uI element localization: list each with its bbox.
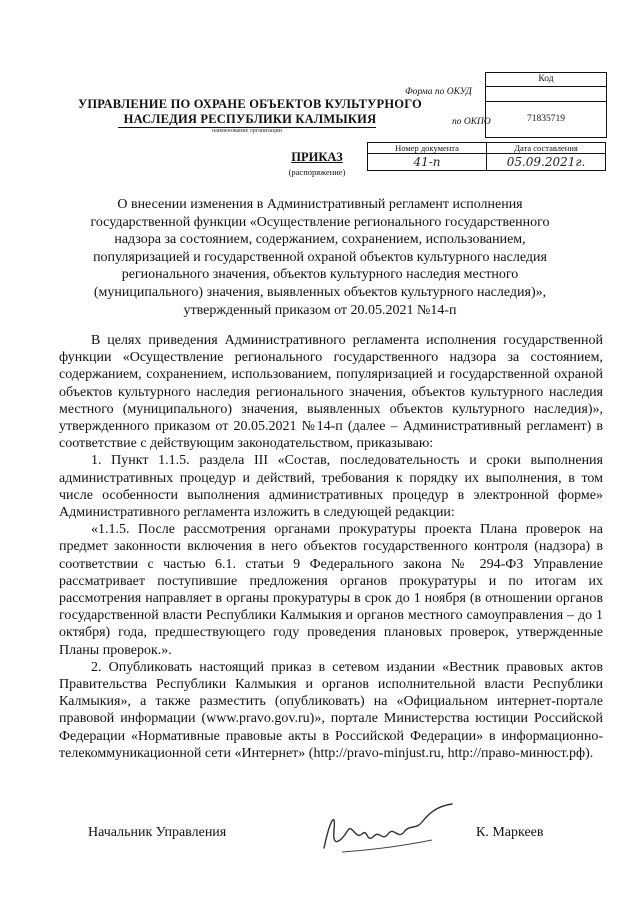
organization-caption: наименование организации: [212, 128, 282, 134]
document-subject: О внесении изменения в Административный регламент исполнения государственной функции «Осуществление регионального государственного надзора за состоянием, содержанием, сохранением, использованием, популяризацией и государственной охраной объектов культурного наследия регионального значения, объектов культурного наследия местного (муниципального) значения, выявленных объектов культурного наследия)», утвержденный приказом от 20.05.2021 №14-п: [90, 197, 550, 318]
document-number-table: [367, 142, 606, 171]
okud-label: Форма по ОКУД: [405, 87, 472, 97]
document-type-subtitle: (распоряжение): [288, 167, 346, 177]
okpo-label: по ОКПО: [452, 117, 491, 127]
number-header: Номер документа: [368, 143, 487, 153]
paragraph-quote: «1.1.5. После рассмотрения органами прокуратуры проекта Плана проверок на предмет законности включения в него объектов государственного контроля (надзора) в соответствии с частью 6.1. статьи 9 Федерального закона № 294-ФЗ Управление рассматривает поступившие предложения органов прокуратуры и по итогам их рассмотрения направляет в органы прокуратуры в срок до 1 ноября (в отношении органов государственной власти Республики Калмыкия и органов местного самоуправления – до 1 октября) года, предшествующего году проведения плановых проверок, утвержденные Планы проверок.».: [59, 522, 603, 658]
paragraph-preamble: В целях приведения Административного регламента исполнения государственной функции «Осуществление регионального государственного надзора за состоянием, содержанием, сохранением, использованием, популяризацией и государственной охраной объектов культурного наследия регионального значения, объектов культурного наследия местного (муниципального) значения, выявленных объектов культурного наследия)», утвержденного приказом от 20.05.2021 №14-п (далее – Административный регламент) в соответствие с действующим законодательством, приказываю:: [59, 333, 603, 452]
document-body: [59, 332, 603, 762]
paragraph-item-1: 1. Пункт 1.1.5. раздела III «Состав, последовательность и сроки выполнения административных процедур и действий, требования к порядку их выполнения, в том числе особенности выполнения административных процедур в электронной форме» Административного регламента изложить в следующей редакции:: [59, 453, 603, 521]
document-date: 05.09.2021г.: [506, 155, 586, 169]
paragraph-item-2: 2. Опубликовать настоящий приказ в сетевом издании «Вестник правовых актов Правительства Республики Калмыкия и органов исполнительной власти Республики Калмыкия», а также разместить (опубликовать) на «Официальном интернет-портале правовой информации (www.pravo.gov.ru)», портале Министерства юстиции Российской Федерации «Нормативные правовые акты в Российской Федерации» в информационно-телекоммуникационной сети «Интернет» (http://pravo-minjust.ru, http://право-минюст.рф).: [59, 659, 603, 761]
code-header: Код: [486, 73, 606, 87]
document-number: 41-п: [368, 154, 487, 170]
okud-code-cell: [486, 87, 606, 102]
signatory-name: К. Маркеев: [476, 825, 544, 840]
handwritten-signature: [312, 800, 462, 860]
date-header: Дата составления: [514, 143, 578, 153]
document-type: ПРИКАЗ: [291, 150, 343, 164]
organization-name: УПРАВЛЕНИЕ ПО ОХРАНЕ ОБЪЕКТОВ КУЛЬТУРНОГО НАСЛЕДИЯ РЕСПУБЛИКИ КАЛМЫКИЯ: [78, 97, 422, 126]
okpo-code: 71835719: [527, 114, 565, 124]
code-box: [485, 72, 607, 138]
signatory-title: Начальник Управления: [88, 825, 227, 840]
